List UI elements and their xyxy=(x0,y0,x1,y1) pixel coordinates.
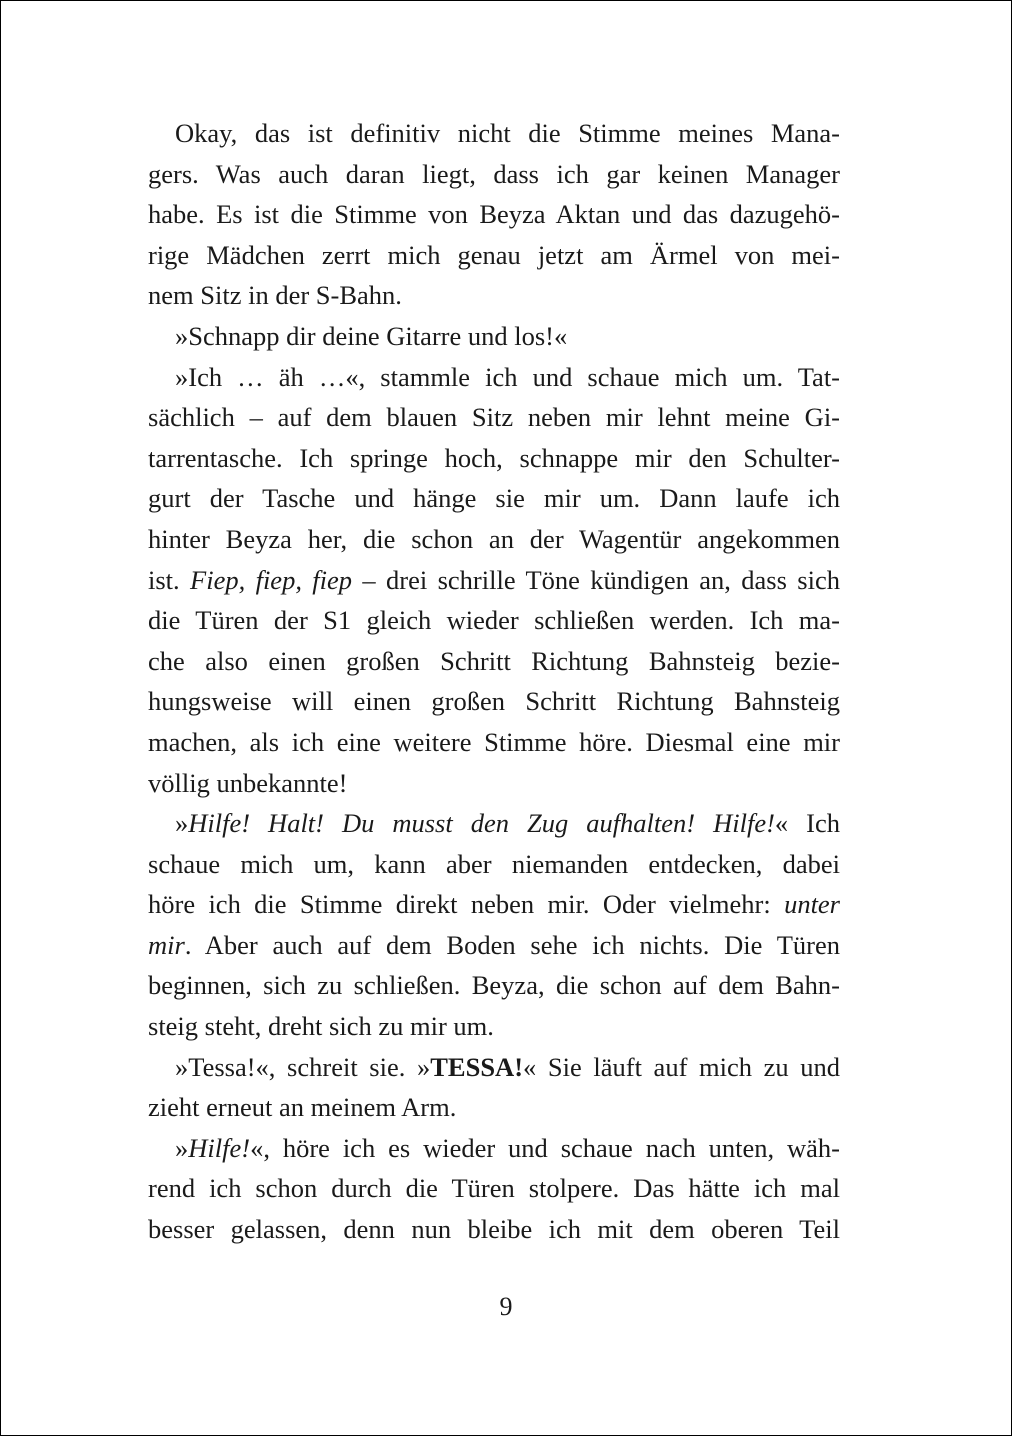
body-text xyxy=(148,113,840,1250)
text-line xyxy=(148,763,840,804)
text-line xyxy=(148,478,840,519)
text-segment: « Ich xyxy=(774,808,840,839)
text-line xyxy=(148,235,840,276)
italic-text: unter xyxy=(784,889,840,920)
text-line xyxy=(148,194,840,235)
text-line xyxy=(148,275,840,316)
text-segment: gers. Was auch daran liegt, dass ich gar keinen Manager xyxy=(148,158,840,189)
text-segment: nem Sitz in der S-Bahn. xyxy=(148,280,402,311)
text-segment: habe. Es ist die Stimme von Beyza Aktan und das dazugehö- xyxy=(148,199,840,230)
text-line xyxy=(148,965,840,1006)
text-segment: rend ich schon durch die Türen stolpere. Das hätte ich mal xyxy=(148,1173,840,1204)
text-line xyxy=(148,154,840,195)
text-line xyxy=(148,844,840,885)
text-segment: « Sie läuft auf mich zu und xyxy=(523,1051,840,1082)
text-segment: völlig unbekannte! xyxy=(148,767,348,798)
text-segment: . Aber auch auf dem Boden sehe ich nichts. Die Türen xyxy=(184,929,840,960)
text-segment: »Schnapp dir deine Gitarre und los!« xyxy=(175,320,568,351)
text-line xyxy=(148,560,840,601)
text-segment: hinter Beyza her, die schon an der Wagentür angekommen xyxy=(148,523,840,554)
text-segment: sächlich – auf dem blauen Sitz neben mir lehnt meine Gi- xyxy=(148,402,840,433)
text-segment: hungsweise will einen großen Schritt Richtung Bahnsteig xyxy=(148,686,840,717)
text-line xyxy=(148,1047,840,1088)
text-line xyxy=(148,1209,840,1250)
text-line xyxy=(148,1006,840,1047)
italic-text: mir xyxy=(148,929,185,960)
text-segment: »Tessa!«, schreit sie. » xyxy=(175,1051,431,1082)
text-line xyxy=(148,519,840,560)
text-line xyxy=(148,925,840,966)
text-line xyxy=(148,1168,840,1209)
text-line xyxy=(148,884,840,925)
text-line xyxy=(148,113,840,154)
text-segment: gurt der Tasche und hänge sie mir um. Dann laufe ich xyxy=(148,483,840,514)
text-segment: die Türen der S1 gleich wieder schließen werden. Ich ma- xyxy=(148,605,840,636)
text-segment: Okay, das ist definitiv nicht die Stimme meines Mana- xyxy=(175,118,840,148)
text-segment: «, höre ich es wieder und schaue nach unten, wäh- xyxy=(250,1132,840,1163)
text-line xyxy=(148,397,840,438)
text-segment: »Ich … äh …«, stammle ich und schaue mich um. Tat- xyxy=(175,361,840,392)
page-number: 9 xyxy=(499,1292,513,1321)
bold-text: TESSA! xyxy=(430,1051,524,1082)
text-line xyxy=(148,722,840,763)
text-segment: machen, als ich eine weitere Stimme höre. Diesmal eine mir xyxy=(148,726,840,757)
text-segment: – drei schrille Töne kündigen an, dass sich xyxy=(352,564,840,595)
text-segment: schaue mich um, kann aber niemanden entdecken, dabei xyxy=(148,848,840,879)
italic-text: Fiep, fiep, fiep xyxy=(190,564,353,595)
text-segment: che also einen großen Schritt Richtung Bahnsteig bezie- xyxy=(148,645,840,676)
text-segment: steig steht, dreht sich zu mir um. xyxy=(148,1011,494,1042)
text-line xyxy=(148,600,840,641)
italic-text: Hilfe! xyxy=(188,1132,251,1163)
text-segment: beginnen, sich zu schließen. Beyza, die schon auf dem Bahn- xyxy=(148,970,840,1001)
text-segment: besser gelassen, denn nun bleibe ich mit dem oberen Teil xyxy=(148,1214,840,1245)
text-segment: rige Mädchen zerrt mich genau jetzt am Ärmel von mei- xyxy=(148,239,840,270)
text-segment: höre ich die Stimme direkt neben mir. Oder vielmehr: xyxy=(148,889,785,920)
text-line xyxy=(148,641,840,682)
text-segment: zieht erneut an meinem Arm. xyxy=(148,1092,457,1123)
text-line xyxy=(148,1087,840,1128)
text-segment: ist. xyxy=(148,564,191,595)
text-line xyxy=(148,357,840,398)
text-line xyxy=(148,803,840,844)
text-segment: » xyxy=(175,1132,189,1163)
text-line xyxy=(148,1128,840,1169)
text-segment: tarrentasche. Ich springe hoch, schnappe mir den Schulter- xyxy=(148,442,840,473)
text-line xyxy=(148,438,840,479)
text-segment: » xyxy=(175,808,189,839)
text-line xyxy=(148,681,840,722)
italic-text: Hilfe! Halt! Du musst den Zug aufhalten! Hilfe! xyxy=(188,808,775,839)
text-line xyxy=(148,316,840,357)
